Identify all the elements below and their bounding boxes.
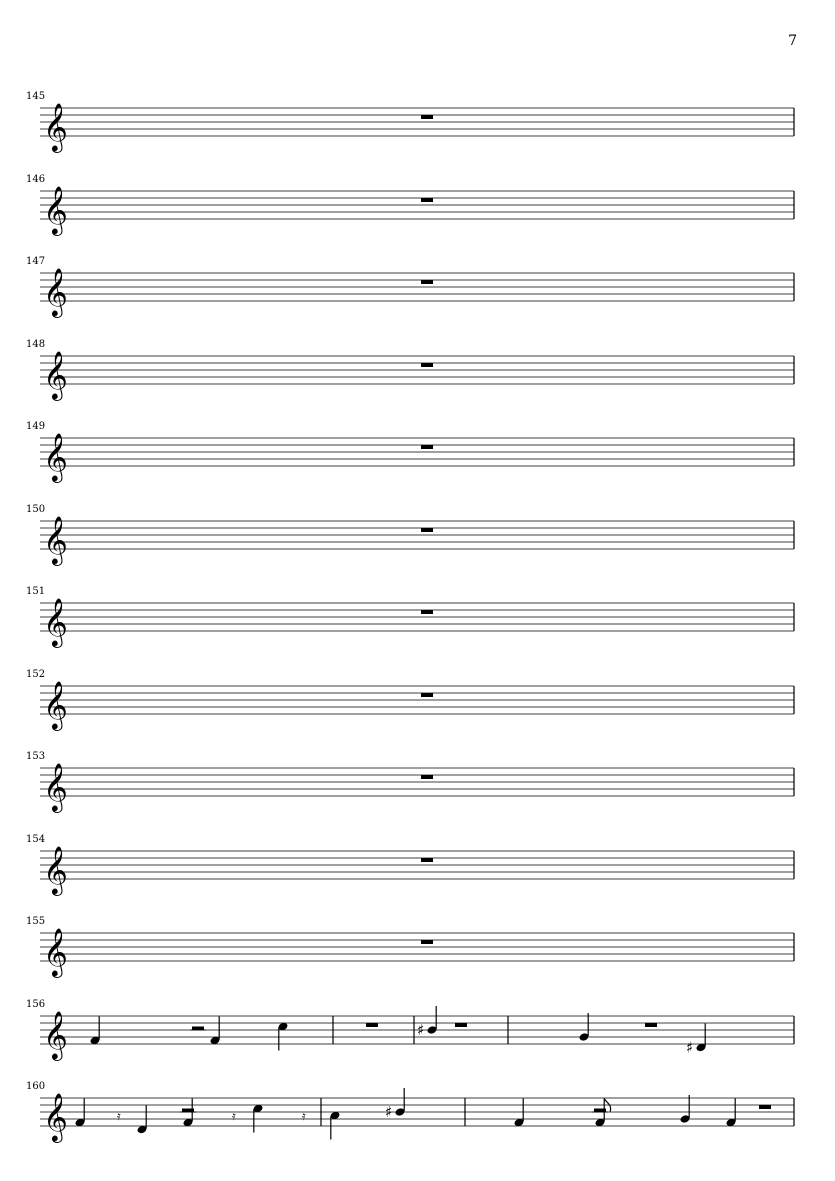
whole-rest bbox=[421, 280, 433, 284]
measure-number: 155 bbox=[26, 916, 46, 927]
whole-rest bbox=[421, 693, 433, 697]
measure-number: 150 bbox=[26, 504, 46, 515]
sharp-icon: ♯ bbox=[417, 1021, 425, 1039]
sixteenth-rest: 𝄿 bbox=[232, 1109, 236, 1123]
measure-number: 145 bbox=[26, 91, 46, 102]
whole-rest bbox=[421, 775, 433, 779]
system-146 bbox=[26, 174, 794, 236]
treble-clef-icon: 𝄞 bbox=[43, 1010, 68, 1059]
measure-number: 147 bbox=[26, 256, 46, 267]
measure-number: 153 bbox=[26, 751, 46, 762]
treble-clef-icon: 𝄞 bbox=[43, 432, 68, 481]
whole-rest bbox=[645, 1023, 657, 1027]
treble-clef-icon: 𝄞 bbox=[43, 267, 68, 316]
measure-number: 152 bbox=[26, 669, 46, 680]
treble-clef-icon: 𝄞 bbox=[43, 102, 68, 151]
whole-rest bbox=[421, 445, 433, 449]
whole-rest bbox=[421, 198, 433, 202]
treble-clef-icon: 𝄞 bbox=[43, 350, 68, 399]
treble-clef-icon: 𝄞 bbox=[43, 680, 68, 729]
treble-clef-icon: 𝄞 bbox=[43, 762, 68, 811]
treble-clef-icon: 𝄞 bbox=[43, 515, 68, 564]
whole-rest bbox=[759, 1105, 771, 1109]
measure-number: 149 bbox=[26, 421, 46, 432]
whole-rest bbox=[421, 610, 433, 614]
system-145 bbox=[26, 91, 794, 153]
whole-rest bbox=[421, 115, 433, 119]
system-154 bbox=[26, 834, 794, 896]
system-148 bbox=[26, 339, 794, 401]
whole-rest bbox=[421, 858, 433, 862]
system-149 bbox=[26, 421, 794, 483]
measure-number: 160 bbox=[26, 1081, 46, 1092]
system-152 bbox=[26, 669, 794, 731]
system-150 bbox=[26, 504, 794, 566]
system-156 bbox=[26, 999, 794, 1061]
sixteenth-rest: 𝄿 bbox=[302, 1109, 306, 1123]
measure-number: 146 bbox=[26, 174, 46, 185]
whole-rest bbox=[421, 940, 433, 944]
system-151 bbox=[26, 586, 794, 648]
measure-number: 151 bbox=[26, 586, 46, 597]
measure-number: 148 bbox=[26, 339, 46, 350]
measure-number: 156 bbox=[26, 999, 46, 1010]
half-rest bbox=[192, 1027, 204, 1031]
sixteenth-rest: 𝄿 bbox=[117, 1109, 121, 1123]
system-147 bbox=[26, 256, 794, 318]
sharp-icon: ♯ bbox=[385, 1103, 393, 1121]
treble-clef-icon: 𝄞 bbox=[43, 845, 68, 894]
page-number: 7 bbox=[788, 33, 797, 49]
whole-rest bbox=[421, 363, 433, 367]
system-160 bbox=[26, 1081, 794, 1143]
treble-clef-icon: 𝄞 bbox=[43, 927, 68, 976]
treble-clef-icon: 𝄞 bbox=[43, 185, 68, 234]
treble-clef-icon: 𝄞 bbox=[43, 1092, 68, 1141]
measure-number: 154 bbox=[26, 834, 46, 845]
whole-rest bbox=[455, 1023, 467, 1027]
system-153 bbox=[26, 751, 794, 813]
whole-rest bbox=[366, 1023, 378, 1027]
system-155 bbox=[26, 916, 794, 978]
treble-clef-icon: 𝄞 bbox=[43, 597, 68, 646]
sharp-icon: ♯ bbox=[686, 1038, 694, 1057]
whole-rest bbox=[421, 528, 433, 532]
